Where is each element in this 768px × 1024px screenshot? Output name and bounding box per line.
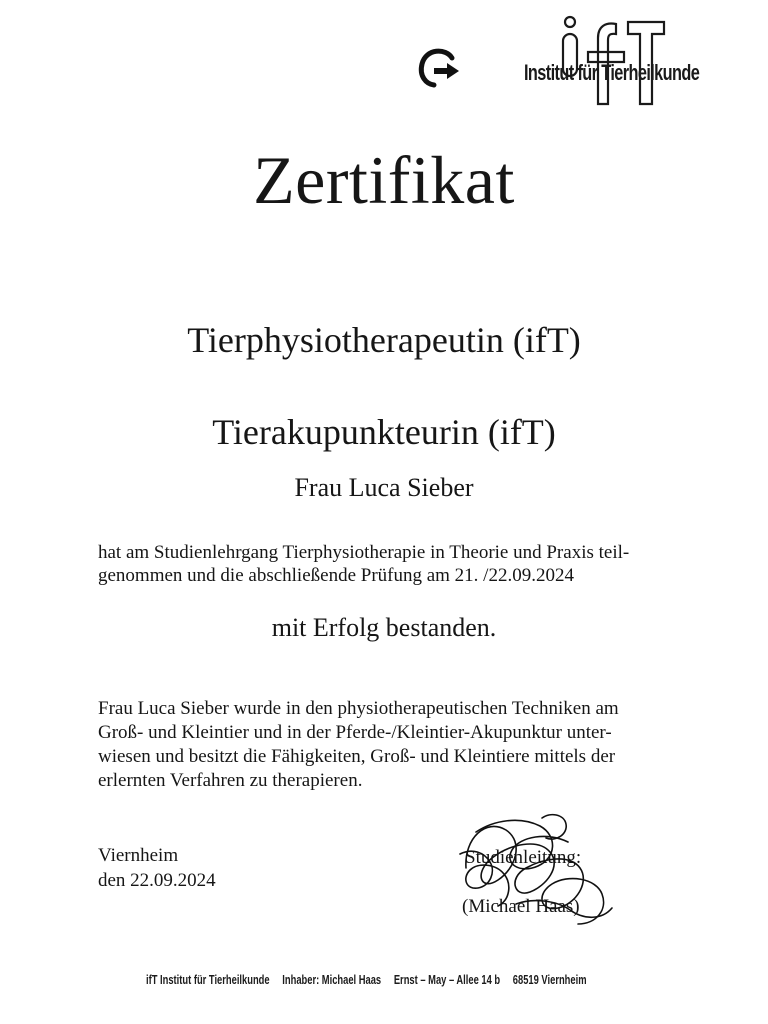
qualification-physiotherapy: Tierphysiotherapeutin (ifT) [187,320,581,360]
ift-logo [508,8,744,112]
imprint-address: Ernst – May – Allee 14 b [393,972,501,987]
imprint-institute: ifT Institut für Tierheilkunde [146,972,270,987]
imprint-owner: Inhaber: Michael Haas [282,972,382,987]
institute-name: Institut für Tierheilkunde [524,60,700,85]
recipient-name: Frau Luca Sieber [294,473,474,502]
participation-text-line: hat am Studienlehrgang Tierphysiotherapie in Theorie und Praxis teil- [98,542,630,563]
arrow-logo-icon [412,44,472,90]
description-text-line: wiesen und besitzt die Fähigkeiten, Groß- und Kleintiere mittels der [98,746,616,767]
certificate-title: Zertifikat [253,142,515,218]
issue-place: Viernheim [98,845,179,866]
qualification-acupuncture: Tierakupunkteurin (ifT) [212,412,556,452]
issue-date: den 22.09.2024 [98,870,216,891]
result-statement: mit Erfolg bestanden. [271,613,497,642]
description-text-line: Groß- und Kleintier und in der Pferde-/Kleintier-Akupunktur unter- [98,722,612,743]
description-text-line: Frau Luca Sieber wurde in den physiotherapeutischen Techniken am [98,698,619,719]
footer-imprint [146,972,587,987]
description-text-line: erlernten Verfahren zu therapieren. [98,770,363,791]
signatory-name: (Michael Haas) [462,896,580,917]
signature-title: Studienleitung: [465,847,582,868]
handwritten-signature-icon [446,808,616,932]
participation-text-line: genommen und die abschließende Prüfung am 21. /22.09.2024 [98,565,574,586]
imprint-city: 68519 Viernheim [512,972,587,987]
